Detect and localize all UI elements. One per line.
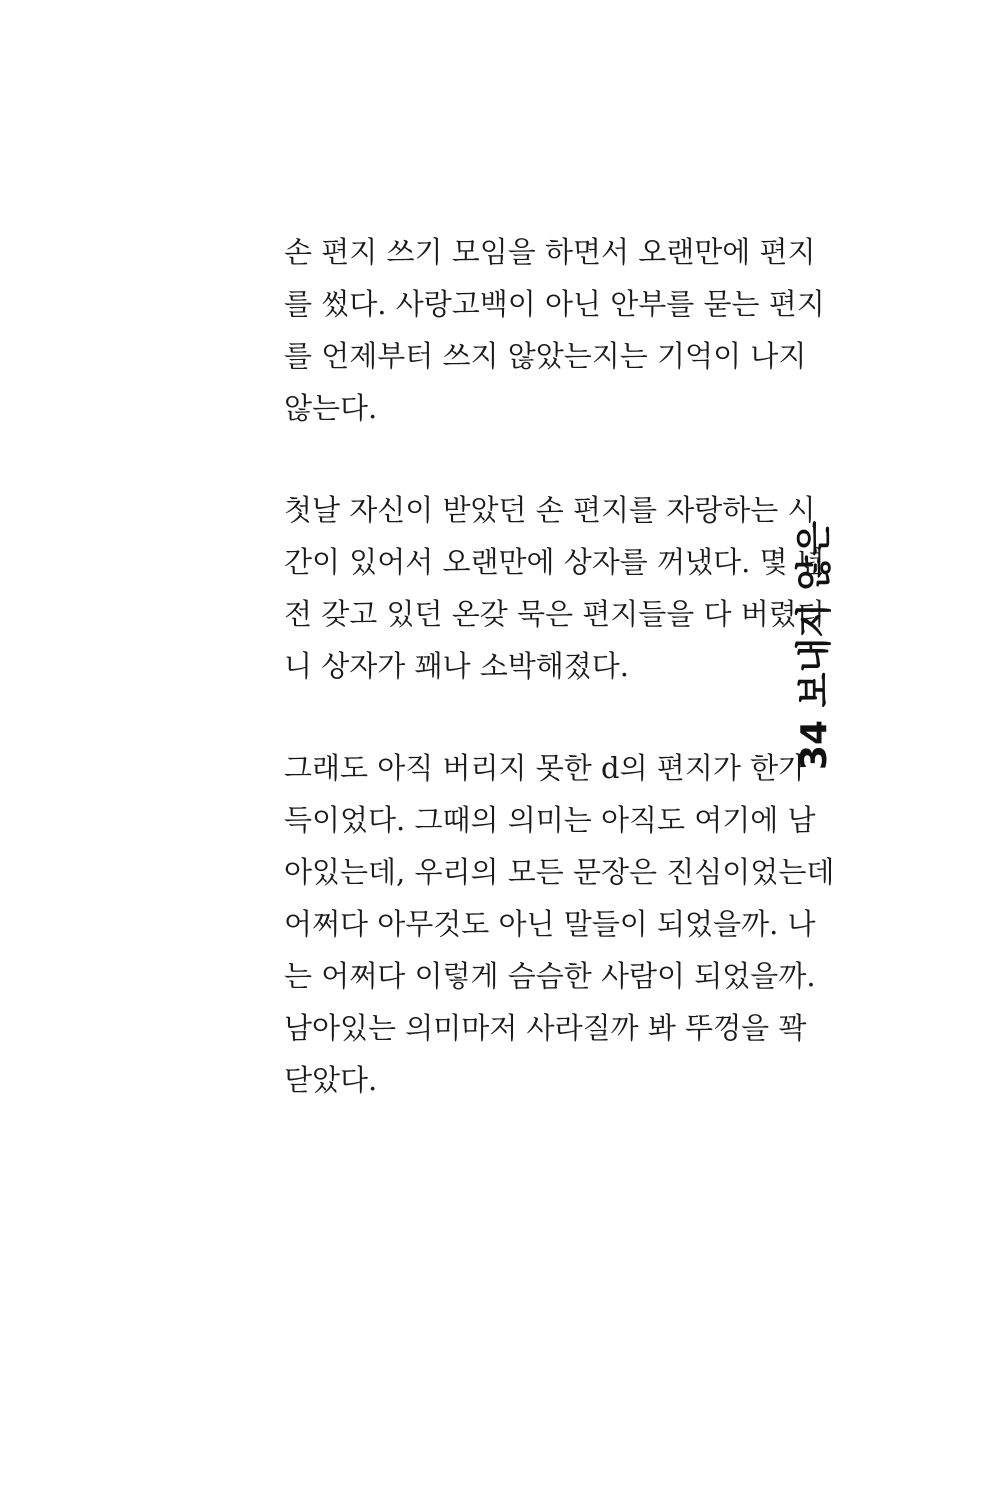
paragraph-3 bbox=[284, 742, 835, 1106]
running-header-text: 34 보내지 않은 bbox=[794, 520, 835, 770]
text-line: 를 썼다. 사랑고백이 아닌 안부를 묻는 편지 bbox=[284, 287, 825, 321]
text-line: 그래도 아직 버리지 못한 d의 편지가 한가 bbox=[284, 751, 807, 785]
text-line: 손 편지 쓰기 모임을 하면서 오랜만에 편지 bbox=[284, 235, 816, 269]
text-line: 는 어쩌다 이렇게 슴슴한 사람이 되었을까. bbox=[284, 959, 816, 993]
text-line: 닫았다. bbox=[284, 1063, 378, 1097]
text-line: 첫날 자신이 받았던 손 편지를 자랑하는 시 bbox=[284, 493, 816, 527]
running-header-svg bbox=[794, 520, 860, 770]
text-line: 남아있는 의미마저 사라질까 봐 뚜껑을 꽉 bbox=[284, 1011, 807, 1045]
text-line: 를 언제부터 쓰지 않았는지는 기억이 나지 bbox=[284, 339, 807, 373]
text-line: 어쩌다 아무것도 아닌 말들이 되었을까. 나 bbox=[284, 907, 816, 941]
text-line: 니 상자가 꽤나 소박해졌다. bbox=[284, 649, 630, 683]
text-line: 간이 있어서 오랜만에 상자를 꺼냈다. 몇 년 bbox=[284, 545, 825, 579]
running-header bbox=[794, 520, 860, 770]
paragraph-1 bbox=[284, 226, 825, 434]
text-line: 아있는데, 우리의 모든 문장은 진심이었는데 bbox=[284, 855, 835, 889]
text-line: 않는다. bbox=[284, 391, 378, 425]
text-line: 득이었다. 그때의 의미는 아직도 여기에 남 bbox=[284, 803, 816, 837]
text-line: 전 갖고 있던 온갖 묵은 편지들을 다 버렸더 bbox=[284, 597, 825, 631]
